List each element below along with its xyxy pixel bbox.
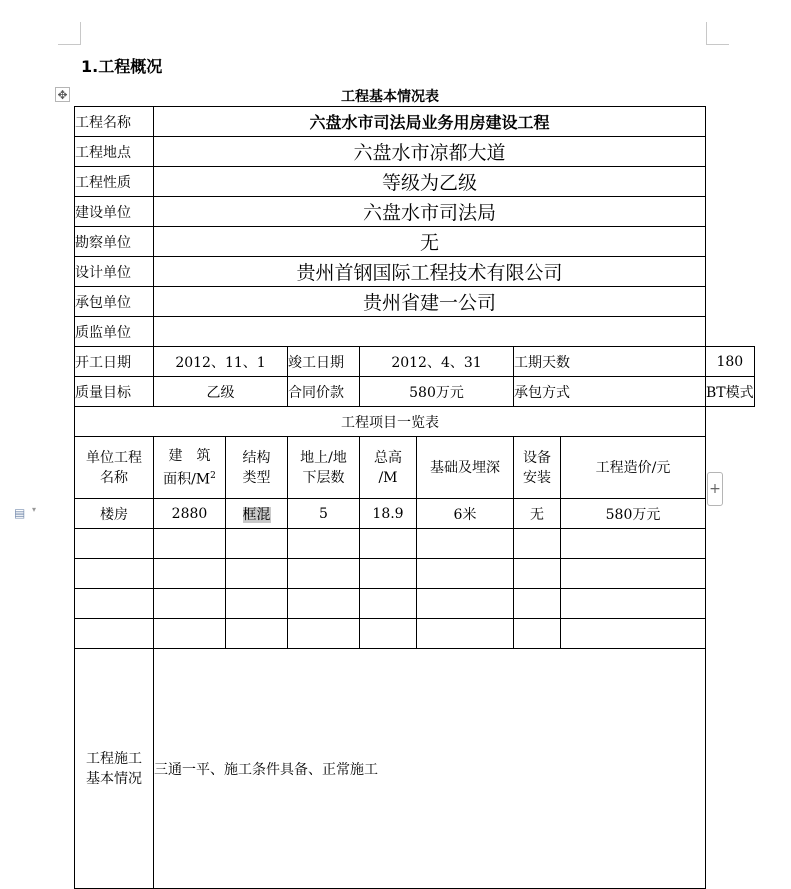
empty-table-row [75, 529, 755, 559]
page-corner-mark-left [58, 22, 81, 45]
empty-cell[interactable] [226, 589, 288, 619]
quality-row [75, 377, 755, 407]
info-row [75, 137, 755, 167]
info-row [75, 317, 755, 347]
info-value[interactable]: 六盘水市司法局 [154, 197, 706, 227]
projects-title-row [75, 407, 755, 437]
empty-cell[interactable] [514, 559, 561, 589]
cell-equipment[interactable]: 无 [514, 499, 561, 529]
empty-table-row [75, 619, 755, 649]
empty-cell[interactable] [226, 619, 288, 649]
table-caption: 工程基本情况表 [341, 89, 439, 105]
project-info-table [74, 106, 755, 889]
construction-label: 工程施工 基本情况 [75, 649, 154, 889]
info-row [75, 287, 755, 317]
dates-row [75, 347, 755, 377]
empty-cell[interactable] [75, 589, 154, 619]
cell-area[interactable]: 2880 [154, 499, 226, 529]
info-row [75, 167, 755, 197]
add-column-button[interactable]: + [707, 472, 723, 506]
empty-table-row [75, 559, 755, 589]
cell-floors[interactable]: 5 [288, 499, 360, 529]
start-date-value[interactable]: 2012、11、1 [154, 347, 288, 377]
contract-price-value[interactable]: 580万元 [360, 377, 514, 407]
empty-cell[interactable] [288, 589, 360, 619]
contract-price-label: 合同价款 [288, 377, 360, 407]
cell-structure[interactable] [226, 499, 288, 529]
empty-cell[interactable] [514, 619, 561, 649]
header-building-area: 建 筑 面积$/M^2$ [154, 437, 226, 499]
empty-cell[interactable] [288, 529, 360, 559]
end-date-value[interactable]: 2012、4、31 [360, 347, 514, 377]
cell-foundation[interactable]: 6米 [417, 499, 514, 529]
table-move-handle-icon[interactable]: ✥ [55, 87, 70, 102]
table-row [75, 499, 755, 529]
empty-cell[interactable] [226, 529, 288, 559]
empty-cell[interactable] [288, 559, 360, 589]
empty-cell[interactable] [75, 529, 154, 559]
empty-cell[interactable] [417, 529, 514, 559]
info-value[interactable]: 等级为乙级 [154, 167, 706, 197]
empty-cell[interactable] [561, 529, 706, 559]
info-value[interactable] [154, 317, 706, 347]
header-cost: 工程造价/元 [561, 437, 706, 499]
info-label: 承包单位 [75, 287, 154, 317]
empty-cell[interactable] [417, 589, 514, 619]
info-value[interactable]: 贵州省建一公司 [154, 287, 706, 317]
empty-cell[interactable] [514, 589, 561, 619]
empty-table-row [75, 589, 755, 619]
info-label: 工程名称 [75, 107, 154, 137]
projects-header-row [75, 437, 755, 499]
empty-cell[interactable] [288, 619, 360, 649]
empty-cell[interactable] [154, 619, 226, 649]
info-row [75, 227, 755, 257]
empty-cell[interactable] [417, 619, 514, 649]
cell-cost[interactable]: 580万元 [561, 499, 706, 529]
quality-target-value[interactable]: 乙级 [154, 377, 288, 407]
header-total-height: 总高 /M [360, 437, 417, 499]
info-label: 勘察单位 [75, 227, 154, 257]
construction-value[interactable]: 三通一平、施工条件具备、正常施工 [154, 649, 706, 889]
empty-cell[interactable] [154, 559, 226, 589]
info-label: 质监单位 [75, 317, 154, 347]
cell-height[interactable]: 18.9 [360, 499, 417, 529]
empty-cell[interactable] [360, 589, 417, 619]
empty-cell[interactable] [417, 559, 514, 589]
selected-text[interactable]: 框混 [242, 506, 271, 523]
info-row [75, 107, 755, 137]
info-label: 建设单位 [75, 197, 154, 227]
info-label: 工程地点 [75, 137, 154, 167]
contract-mode-value[interactable]: BT模式 [706, 377, 755, 407]
empty-cell[interactable] [360, 559, 417, 589]
quality-target-label: 质量目标 [75, 377, 154, 407]
empty-cell[interactable] [561, 619, 706, 649]
empty-cell[interactable] [154, 529, 226, 559]
header-structure-type: 结构 类型 [226, 437, 288, 499]
duration-label: 工期天数 [514, 347, 706, 377]
section-heading: 1.工程概况 [81, 57, 163, 76]
chevron-down-icon: ▾ [32, 505, 37, 514]
empty-cell[interactable] [75, 559, 154, 589]
info-value[interactable]: 无 [154, 227, 706, 257]
projects-table-title: 工程项目一览表 [75, 407, 706, 437]
page-corner-mark-right [706, 22, 729, 45]
empty-cell[interactable] [561, 559, 706, 589]
contract-mode-label: 承包方式 [514, 377, 706, 407]
construction-row [75, 649, 755, 889]
info-value[interactable]: 贵州首钢国际工程技术有限公司 [154, 257, 706, 287]
header-equipment: 设备 安装 [514, 437, 561, 499]
empty-cell[interactable] [226, 559, 288, 589]
header-foundation: 基础及埋深 [417, 437, 514, 499]
document-outline-icon[interactable]: ▤ ▾ [14, 505, 37, 520]
empty-cell[interactable] [360, 619, 417, 649]
duration-value[interactable]: 180 [706, 347, 755, 377]
info-row [75, 197, 755, 227]
end-date-label: 竣工日期 [288, 347, 360, 377]
info-label: 工程性质 [75, 167, 154, 197]
empty-cell[interactable] [561, 589, 706, 619]
empty-cell[interactable] [154, 589, 226, 619]
start-date-label: 开工日期 [75, 347, 154, 377]
empty-cell[interactable] [75, 619, 154, 649]
info-row [75, 257, 755, 287]
empty-cell[interactable] [360, 529, 417, 559]
header-unit-name: 单位工程 名称 [75, 437, 154, 499]
cell-unit[interactable]: 楼房 [75, 499, 154, 529]
info-value[interactable]: 六盘水市凉都大道 [154, 137, 706, 167]
info-label: 设计单位 [75, 257, 154, 287]
header-floors: 地上/地 下层数 [288, 437, 360, 499]
project-name-value[interactable]: 六盘水市司法局业务用房建设工程 [154, 107, 706, 137]
empty-cell[interactable] [514, 529, 561, 559]
